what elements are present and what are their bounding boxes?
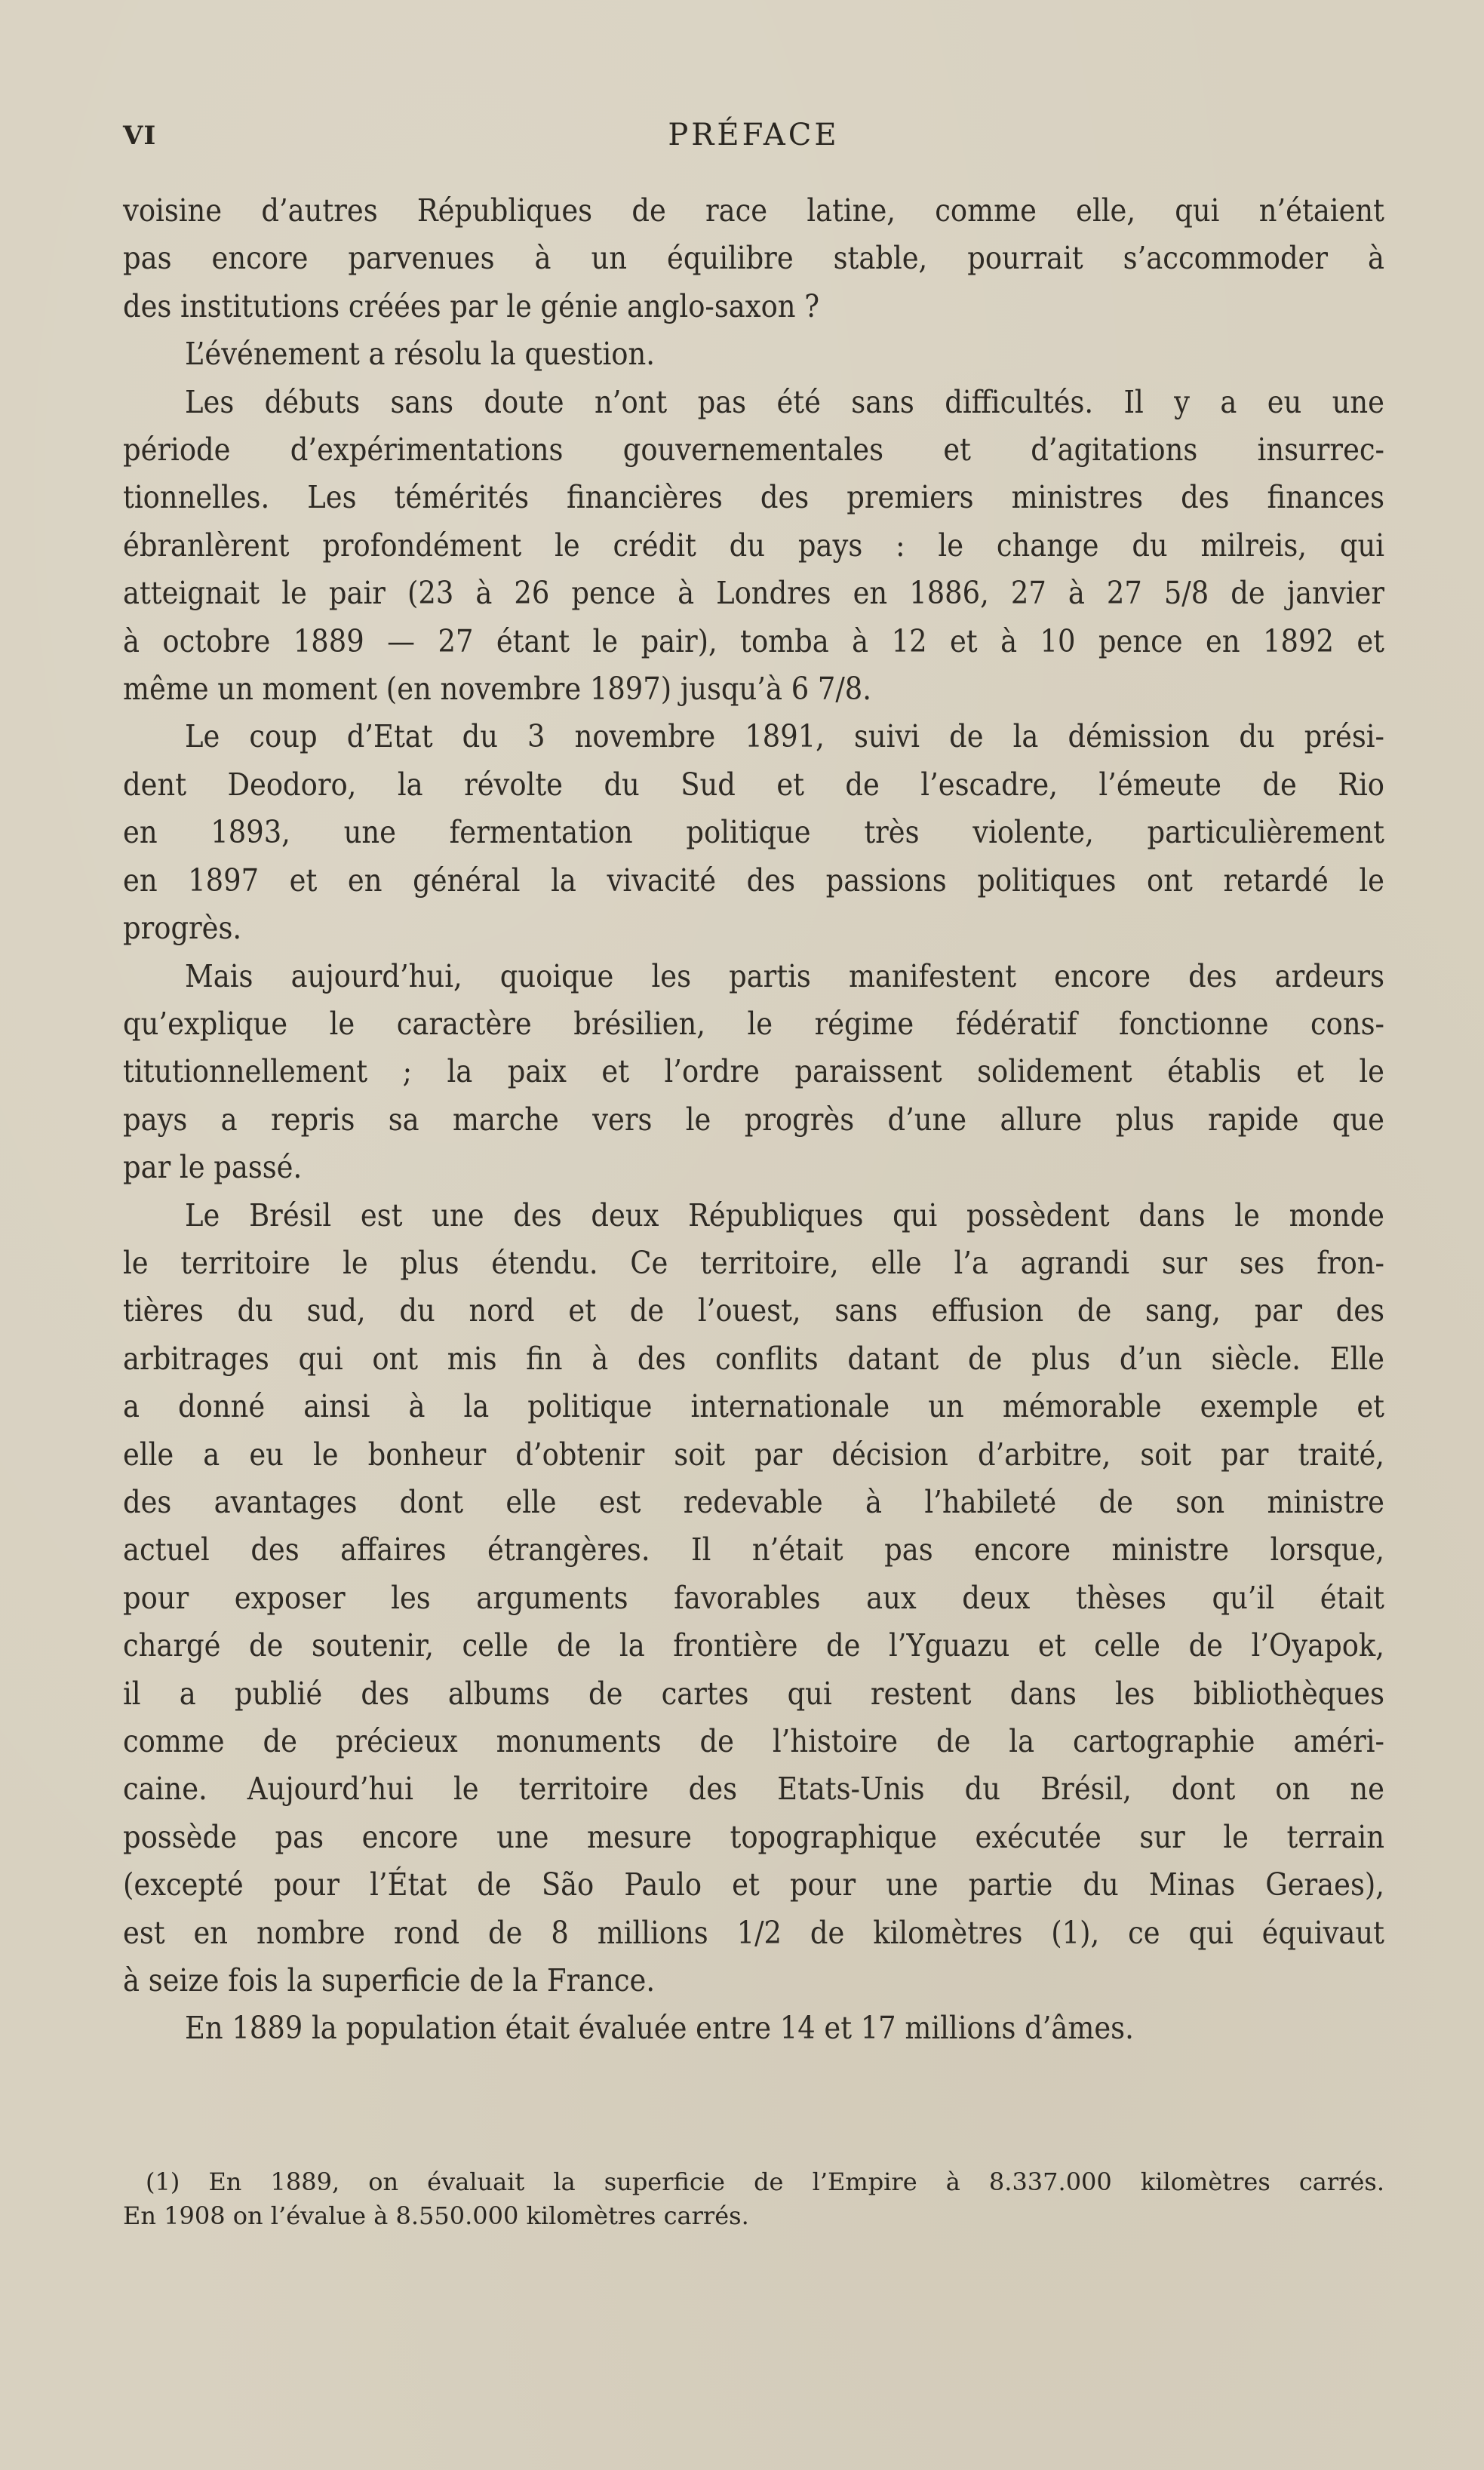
paragraph [123,953,1384,1192]
text-line-with-footnote-ref: est en nombre rond de 8 millions 1/2 de kilomètres (1), ce qui équivaut [123,1914,1384,1951]
text-line: en 1893, une fermentation politique très violente, particulièrement [123,814,1384,851]
text-line: caine. Aujourd’hui le territoire des Etats-Unis du Brésil, dont on ne [123,1771,1384,1808]
text-line: elle a eu le bonheur d’obtenir soit par décision d’arbitre, soit par traité, [123,1436,1384,1473]
body-text [123,187,1384,2053]
text-line: Le Brésil est une des deux Républiques qui possèdent dans le monde [185,1197,1384,1233]
text-line: des avantages dont elle est redevable à l’habileté de son ministre [123,1483,1384,1520]
text-line: Les débuts sans doute n’ont pas été sans difficultés. Il y a eu une [185,383,1384,420]
text-line: (excepté pour l’État de São Paulo et pour une partie du Minas Geraes), [123,1866,1384,1903]
footnote-text: En 1889, on évaluait la superficie de l’Empire à 8.337.000 kilomètres carrés. [208,2167,1385,2196]
footnote-line [123,2165,1384,2199]
text-line: Le coup d’Etat du 3 novembre 1891, suivi de la démission du prési- [185,718,1384,755]
text-line: pays a repris sa marche vers le progrès d’une allure plus rapide que [123,1101,1384,1138]
text-line: comme de précieux monuments de l’histoire de la cartographie améri- [123,1723,1384,1759]
text-line: pour exposer les arguments favorables aux deux thèses qu’il était [123,1579,1384,1616]
text-line: tionnelles. Les témérités financières des premiers ministres des finances [123,479,1384,516]
running-head-title: PRÉFACE [668,118,840,152]
text-line: titutionnellement ; la paix et l’ordre paraissent solidement établis et le [123,1053,1384,1090]
text-line: à octobre 1889 — 27 étant le pair), tomba à 12 et à 10 pence en 1892 et [123,622,1384,659]
text-line: L’événement a résolu la question. [185,336,655,373]
text-line: a donné ainsi à la politique internationale un mémorable exemple et [123,1388,1384,1425]
text-line: des institutions créées par le génie anglo-saxon ? [123,287,820,324]
text-line: possède pas encore une mesure topographique exécutée sur le terrain [123,1818,1384,1855]
running-head [123,118,1384,155]
paragraph [123,379,1384,714]
text-line: à seize fois la superficie de la France. [123,1962,656,1999]
paragraph [123,330,1384,378]
text-line: en 1897 et en général la vivacité des passions politiques ont retardé le [123,862,1384,899]
text-line: chargé de soutenir, celle de la frontière de l’Yguazu et celle de l’Oyapok, [123,1627,1384,1664]
text-line: voisine d’autres Républiques de race latine, comme elle, qui n’étaient [123,192,1384,229]
text-line: il a publié des albums de cartes qui restent dans les bibliothèques [123,1675,1384,1712]
paragraph [123,2005,1384,2052]
footnote-marker: (1) [146,2167,180,2196]
text-line: le territoire le plus étendu. Ce territoire, elle l’a agrandi sur ses fron- [123,1244,1384,1281]
text-line: tières du sud, du nord et de l’ouest, sans effusion de sang, par des [123,1292,1384,1329]
text-line: pas encore parvenues à un équilibre stable, pourrait s’accommoder à [123,240,1384,277]
paragraph [123,187,1384,330]
text-line: actuel des affaires étrangères. Il n’était pas encore ministre lorsque, [123,1531,1384,1568]
text-line: dent Deodoro, la révolte du Sud et de l’escadre, l’émeute de Rio [123,766,1384,803]
text-line: En 1889 la population était évaluée entre 14 et 17 millions d’âmes. [185,2010,1134,2047]
page-number: VI [123,121,157,151]
text-line: par le passé. [123,1149,303,1186]
text-line: atteignait le pair (23 à 26 pence à Londres en 1886, 27 à 27 5/8 de janvier [123,575,1384,612]
text-line: arbitrages qui ont mis fin à des conflits datant de plus d’un siècle. Elle [123,1340,1384,1377]
text-line: ébranlèrent profondément le crédit du pays : le change du milreis, qui [123,527,1384,564]
footnote-line: En 1908 on l’évalue à 8.550.000 kilomètres carrés. [123,2201,749,2230]
text-line: qu’explique le caractère brésilien, le régime fédératif fonctionne cons- [123,1005,1384,1042]
text-line: période d’expérimentations gouvernementales et d’agitations insurrec- [123,432,1384,469]
text-line: Mais aujourd’hui, quoique les partis manifestent encore des ardeurs [185,957,1384,994]
paragraph [123,713,1384,952]
footnotes [123,2165,1384,2233]
paragraph [123,1192,1384,2005]
text-line: même un moment (en novembre 1897) jusqu’à 6 7/8. [123,671,871,708]
text-line: progrès. [123,910,242,947]
